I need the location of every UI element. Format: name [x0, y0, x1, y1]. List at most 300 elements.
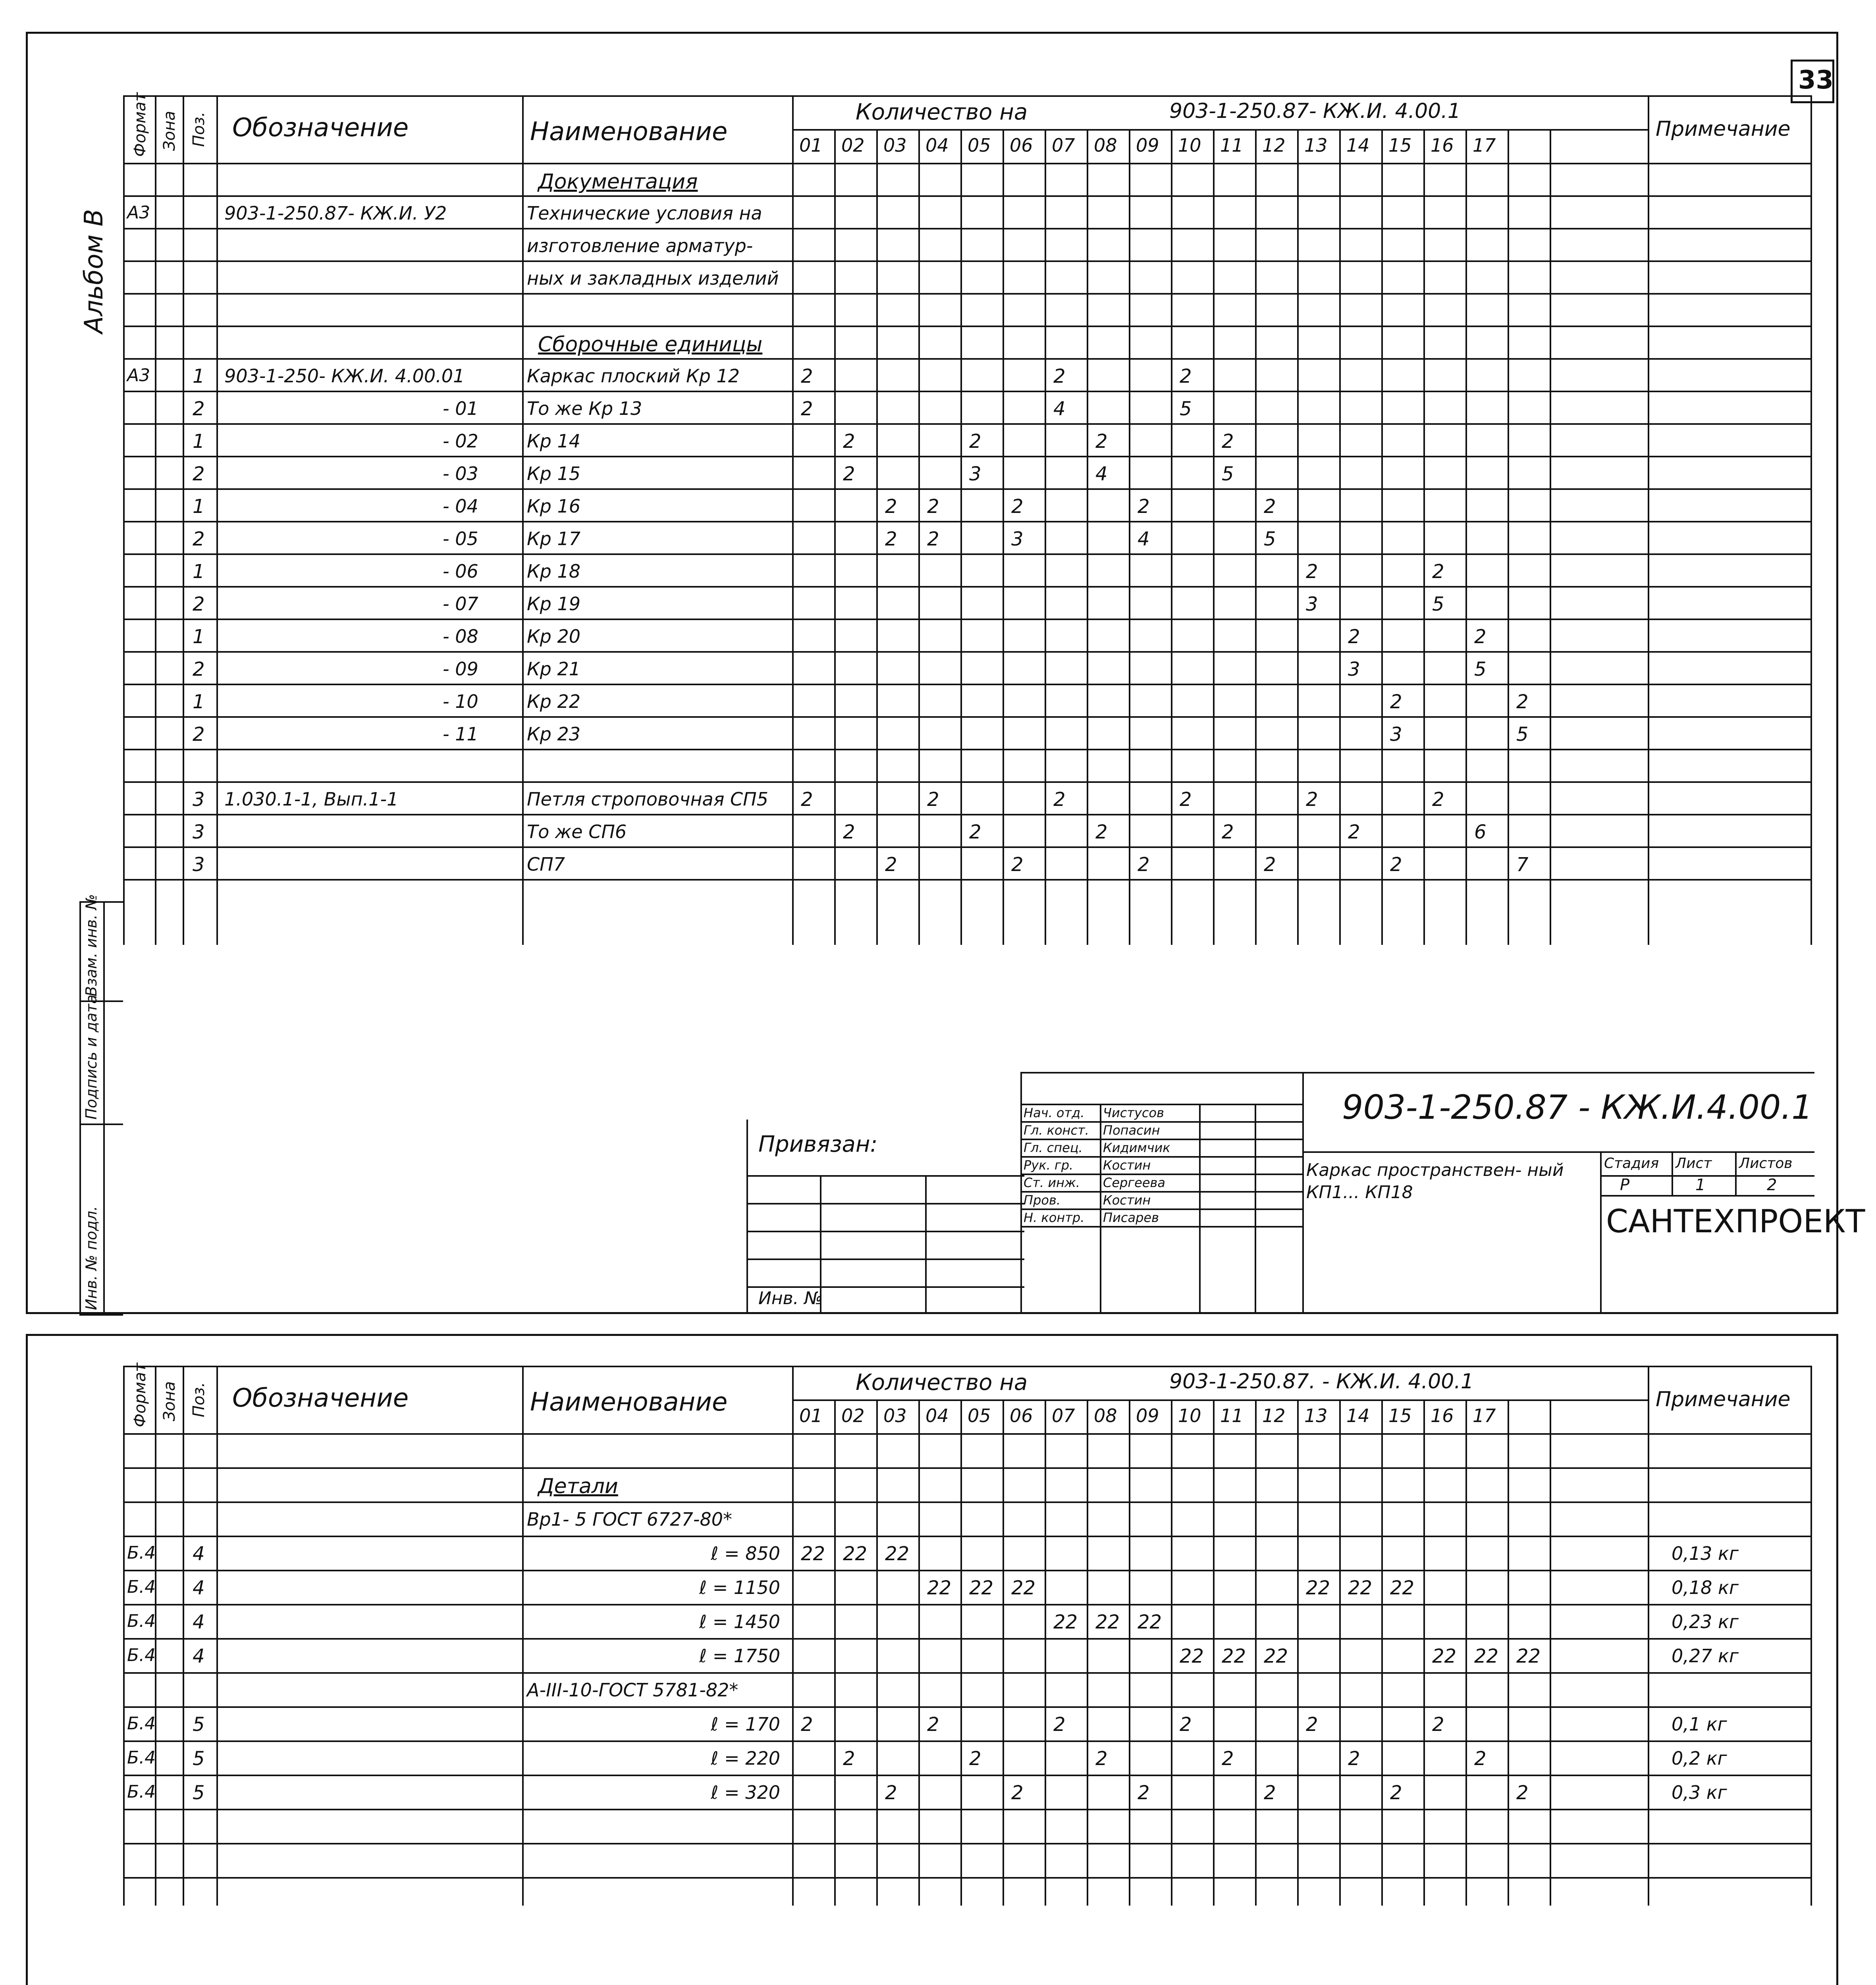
row-format: Б.4 [127, 1748, 156, 1768]
qty-cell: 22 [969, 1577, 994, 1599]
qty-column-line [834, 129, 836, 945]
side-line [79, 1124, 123, 1125]
stage-value: Р [1620, 1176, 1630, 1194]
row-line [123, 260, 1810, 262]
qty-cell: 2 [1474, 626, 1487, 648]
qty-cell: 3 [1390, 723, 1402, 746]
qty-cell: 2 [1432, 561, 1444, 583]
qty-cell: 2 [1011, 495, 1024, 518]
row-line [123, 1638, 1810, 1640]
qty-cell: 2 [969, 821, 981, 843]
qty-column-line [1297, 1399, 1299, 1906]
qty-col-02: 02 [841, 135, 865, 156]
qty-cell: 2 [1264, 1782, 1276, 1804]
row-pos: 3 [193, 854, 205, 876]
qty-cell: 22 [1138, 1611, 1162, 1633]
qty-cell: 2 [1138, 854, 1150, 876]
header-pos: Поз. [190, 1382, 208, 1417]
header-qty-doc: 903-1-250.87. - КЖ.И. 4.00.1 [1169, 1370, 1474, 1393]
row-pos: 1 [193, 626, 205, 648]
qty-cell: 5 [1180, 398, 1192, 420]
bound-line [746, 1203, 1024, 1204]
row-note: 0,2 кг [1672, 1748, 1727, 1769]
column-line [183, 1366, 184, 1906]
row-name: То же СП6 [527, 821, 627, 842]
row-line [123, 586, 1810, 588]
qty-col-11: 11 [1220, 135, 1244, 156]
qty-cell: 2 [1474, 1748, 1487, 1770]
qty-cell: 5 [1516, 723, 1529, 746]
side-line [79, 901, 81, 1314]
row-name: Кр 15 [527, 463, 581, 484]
row-line [123, 716, 1810, 718]
album-label: Альбом В [79, 209, 109, 333]
row-line [123, 1877, 1810, 1879]
row-line [123, 195, 1810, 197]
tb-line [1302, 1151, 1814, 1153]
column-line [123, 95, 125, 945]
side-stamp-label: Подпись и дата [83, 994, 100, 1120]
qty-cell: 2 [1516, 691, 1529, 713]
row-format: Б.4 [127, 1611, 156, 1631]
qty-cell: 2 [885, 495, 897, 518]
role-label: Ст. инж. [1024, 1175, 1080, 1190]
column-line [792, 95, 794, 945]
row-line [123, 749, 1810, 750]
row-pos: 2 [193, 463, 205, 485]
row-designation: - 08 [443, 626, 478, 647]
row-pos: 1 [193, 430, 205, 453]
column-line [216, 1366, 218, 1906]
column-line [216, 95, 218, 945]
row-format: Б.4 [127, 1713, 156, 1734]
qty-cell: 22 [1390, 1577, 1415, 1599]
tb-line [1020, 1226, 1302, 1228]
role-label: Пров. [1024, 1193, 1060, 1208]
qty-column-line [1465, 1399, 1467, 1906]
row-designation: - 01 [443, 398, 478, 419]
qty-cell: 22 [1095, 1611, 1120, 1633]
sheet-label: Лист [1675, 1155, 1712, 1172]
qty-cell: 2 [1264, 854, 1276, 876]
qty-cell: 22 [1180, 1645, 1204, 1667]
row-format: А3 [127, 202, 150, 223]
qty-col-09: 09 [1136, 135, 1159, 156]
row-line [123, 423, 1810, 425]
side-stamp-label: Взам. инв. № [83, 894, 100, 996]
header-mid-line [792, 129, 1648, 131]
qty-cell: 2 [1390, 854, 1402, 876]
role-label: Н. контр. [1024, 1210, 1085, 1225]
qty-cell: 2 [843, 821, 855, 843]
qty-column-line [1508, 129, 1509, 945]
qty-cell: 2 [843, 1748, 855, 1770]
qty-cell: 22 [927, 1577, 952, 1599]
row-name: Кр 18 [527, 561, 581, 582]
qty-col-11: 11 [1220, 1405, 1244, 1426]
qty-cell: 2 [1264, 495, 1276, 518]
qty-col-05: 05 [968, 1405, 991, 1426]
row-pos: 4 [193, 1577, 205, 1599]
header-note: Примечание [1656, 1388, 1791, 1411]
bound-line [746, 1258, 1024, 1260]
qty-col-17: 17 [1473, 135, 1496, 156]
title-block-doc-code: 903-1-250.87 - КЖ.И.4.00.1 [1342, 1088, 1813, 1127]
qty-cell: 5 [1474, 658, 1487, 680]
qty-cell: 5 [1432, 593, 1444, 615]
column-line [155, 1366, 156, 1906]
row-name: изготовление арматур- [527, 235, 753, 256]
row-pos: 3 [193, 821, 205, 843]
qty-cell: 22 [1474, 1645, 1499, 1667]
row-pos: 5 [193, 1782, 205, 1804]
row-name: Кр 14 [527, 430, 581, 452]
qty-column-line [1087, 129, 1088, 945]
qty-cell: 2 [927, 1713, 939, 1736]
qty-column-line [1423, 129, 1425, 945]
row-name: Кр 22 [527, 691, 581, 712]
qty-cell: 22 [1222, 1645, 1246, 1667]
qty-cell: 2 [1095, 821, 1108, 843]
qty-col-09: 09 [1136, 1405, 1159, 1426]
row-designation: - 03 [443, 463, 478, 484]
qty-cell: 22 [1432, 1645, 1457, 1667]
tb-line [1672, 1151, 1673, 1195]
row-format: А3 [127, 365, 150, 385]
sheet-value: 1 [1695, 1176, 1706, 1194]
role-name: Попасин [1103, 1123, 1160, 1138]
qty-cell: 2 [1180, 365, 1192, 387]
inv-label: Инв. № [758, 1288, 823, 1309]
qty-column-line [1129, 129, 1130, 945]
qty-cell: 2 [1095, 1748, 1108, 1770]
row-line [123, 488, 1810, 490]
org-name: САНТЕХПРОЕКТ [1606, 1203, 1865, 1240]
role-name: Сергеева [1103, 1175, 1165, 1190]
header-qty-doc: 903-1-250.87- КЖ.И. 4.00.1 [1169, 99, 1461, 123]
column-line [1648, 1366, 1649, 1906]
qty-cell: 6 [1474, 821, 1487, 843]
qty-cell: 2 [801, 398, 813, 420]
row-pos: 2 [193, 528, 205, 550]
qty-cell: 3 [1011, 528, 1024, 550]
row-name: То же Кр 13 [527, 398, 642, 419]
column-line [1810, 1366, 1812, 1906]
row-line [123, 293, 1810, 295]
row-line [123, 1467, 1810, 1469]
role-name: Костин [1103, 1158, 1151, 1173]
qty-column-line [834, 1399, 836, 1906]
tb-line [1020, 1072, 1814, 1073]
role-name: Писарев [1103, 1210, 1159, 1225]
role-label: Рук. гр. [1024, 1158, 1074, 1173]
qty-cell: 2 [1432, 788, 1444, 811]
qty-col-13: 13 [1304, 1405, 1328, 1426]
qty-column-line [1550, 129, 1551, 945]
qty-col-06: 06 [1010, 1405, 1033, 1426]
qty-column-line [1087, 1399, 1088, 1906]
row-name: Кр 21 [527, 658, 581, 680]
side-line [79, 1314, 123, 1316]
role-name: Костин [1103, 1193, 1151, 1208]
header-format: Формат [131, 92, 149, 157]
column-line [1810, 95, 1812, 945]
row-pos: 1 [193, 365, 205, 387]
qty-col-08: 08 [1094, 1405, 1117, 1426]
row-pos: 5 [193, 1748, 205, 1770]
row-name: Документация [538, 170, 698, 194]
qty-col-15: 15 [1388, 1405, 1412, 1426]
qty-col-16: 16 [1431, 1405, 1454, 1426]
qty-column-line [960, 1399, 962, 1906]
qty-cell: 2 [801, 1713, 813, 1736]
qty-column-line [918, 129, 920, 945]
role-label: Гл. спец. [1024, 1140, 1083, 1155]
row-name: Кр 23 [527, 723, 581, 745]
row-line [123, 553, 1810, 555]
qty-cell: 2 [969, 1748, 981, 1770]
row-line [123, 358, 1810, 360]
header-note: Примечание [1656, 117, 1791, 141]
qty-cell: 22 [1011, 1577, 1036, 1599]
tb-line [1020, 1191, 1302, 1193]
row-name: ных и закладных изделий [527, 268, 779, 289]
row-designation: - 05 [443, 528, 478, 549]
qty-cell: 2 [843, 430, 855, 453]
qty-col-13: 13 [1304, 135, 1328, 156]
row-name: Кр 19 [527, 593, 581, 615]
qty-cell: 2 [885, 528, 897, 550]
row-designation: - 02 [443, 430, 478, 452]
tb-line [1600, 1175, 1814, 1177]
row-name: Каркас плоский Кр 12 [527, 365, 740, 387]
qty-col-04: 04 [925, 135, 949, 156]
qty-cell: 3 [1348, 658, 1360, 680]
header-bottom-line [123, 163, 1810, 164]
qty-col-05: 05 [968, 135, 991, 156]
tb-line [1600, 1195, 1814, 1197]
row-format: Б.4 [127, 1543, 156, 1563]
row-note: 0,1 кг [1672, 1713, 1727, 1735]
qty-cell: 2 [885, 1782, 897, 1804]
row-line [123, 521, 1810, 522]
header-pos: Поз. [190, 112, 208, 147]
row-note: 0,13 кг [1672, 1543, 1739, 1564]
row-note: 0,3 кг [1672, 1782, 1727, 1803]
qty-cell: 4 [1095, 463, 1108, 485]
row-pos: 1 [193, 691, 205, 713]
row-line [123, 1672, 1810, 1674]
qty-col-01: 01 [799, 1405, 823, 1426]
row-pos: 1 [193, 561, 205, 583]
qty-column-line [1255, 129, 1257, 945]
qty-column-line [1213, 129, 1215, 945]
row-line [123, 879, 1810, 881]
row-pos: 2 [193, 398, 205, 420]
row-line [123, 1809, 1810, 1810]
row-pos: 1 [193, 495, 205, 518]
qty-cell: 22 [1516, 1645, 1541, 1667]
column-line [522, 1366, 524, 1906]
qty-cell: 2 [1390, 691, 1402, 713]
qty-cell: 22 [1053, 1611, 1078, 1633]
qty-cell: 22 [801, 1543, 825, 1565]
qty-col-08: 08 [1094, 135, 1117, 156]
qty-column-line [1508, 1399, 1509, 1906]
row-line [123, 619, 1810, 620]
qty-cell: 2 [801, 365, 813, 387]
qty-cell: 2 [1516, 1782, 1529, 1804]
header-top-line [123, 95, 1810, 97]
qty-column-line [1171, 129, 1172, 945]
qty-cell: 2 [1053, 1713, 1066, 1736]
row-name: ℓ = 850 [711, 1543, 780, 1564]
qty-cell: 2 [1348, 1748, 1360, 1770]
qty-cell: 5 [1264, 528, 1276, 550]
row-note: 0,27 кг [1672, 1645, 1739, 1667]
qty-column-line [876, 1399, 878, 1906]
qty-col-10: 10 [1178, 135, 1201, 156]
qty-cell: 2 [1180, 1713, 1192, 1736]
qty-cell: 2 [1222, 1748, 1234, 1770]
row-designation: 903-1-250- КЖ.И. 4.00.01 [224, 365, 465, 387]
qty-cell: 2 [969, 430, 981, 453]
qty-cell: 22 [885, 1543, 910, 1565]
header-bottom-line [123, 1433, 1810, 1435]
qty-cell: 2 [1222, 821, 1234, 843]
bound-line [746, 1286, 1024, 1288]
qty-cell: 2 [1306, 788, 1318, 811]
qty-cell: 2 [1053, 788, 1066, 811]
qty-cell: 22 [1264, 1645, 1288, 1667]
qty-cell: 2 [1390, 1782, 1402, 1804]
qty-cell: 2 [1053, 365, 1066, 387]
row-name: Сборочные единицы [538, 333, 763, 357]
stage-label: Стадия [1604, 1155, 1659, 1172]
column-line [522, 95, 524, 945]
header-mid-line [792, 1399, 1648, 1401]
row-line [123, 814, 1810, 815]
row-format: Б.4 [127, 1645, 156, 1665]
qty-column-line [1045, 1399, 1046, 1906]
row-line [123, 1604, 1810, 1605]
row-pos: 4 [193, 1543, 205, 1565]
qty-cell: 3 [1306, 593, 1318, 615]
qty-column-line [1003, 1399, 1004, 1906]
qty-col-03: 03 [883, 135, 907, 156]
side-line [103, 901, 105, 1314]
column-line [155, 95, 156, 945]
qty-cell: 5 [1222, 463, 1234, 485]
qty-column-line [1381, 129, 1383, 945]
header-qty: Количество на [856, 1370, 1028, 1395]
qty-column-line [1255, 1399, 1257, 1906]
row-designation: 1.030.1-1, Вып.1-1 [224, 788, 399, 810]
qty-cell: 2 [1138, 1782, 1150, 1804]
row-designation: - 04 [443, 495, 478, 517]
qty-cell: 2 [927, 528, 939, 550]
qty-cell: 22 [1348, 1577, 1373, 1599]
qty-col-17: 17 [1473, 1405, 1496, 1426]
row-line [123, 228, 1810, 229]
qty-col-15: 15 [1388, 135, 1412, 156]
bound-line [746, 1231, 1024, 1232]
qty-cell: 2 [1348, 626, 1360, 648]
qty-col-01: 01 [799, 135, 823, 156]
qty-cell: 2 [1306, 1713, 1318, 1736]
column-line [123, 1366, 125, 1906]
row-line [123, 391, 1810, 392]
row-note: 0,18 кг [1672, 1577, 1739, 1598]
row-pos: 3 [193, 788, 205, 811]
row-line [123, 781, 1810, 783]
qty-cell: 2 [927, 788, 939, 811]
qty-col-03: 03 [883, 1405, 907, 1426]
row-line [123, 651, 1810, 653]
qty-column-line [1297, 129, 1299, 945]
qty-cell: 2 [885, 854, 897, 876]
qty-column-line [1003, 129, 1004, 945]
row-pos: 2 [193, 593, 205, 615]
row-line [123, 1843, 1810, 1844]
row-format: Б.4 [127, 1782, 156, 1802]
row-line [123, 1536, 1810, 1537]
qty-cell: 2 [1011, 1782, 1024, 1804]
qty-cell: 7 [1516, 854, 1529, 876]
row-line [123, 1501, 1810, 1503]
role-name: Чистусов [1103, 1105, 1164, 1120]
row-designation: - 10 [443, 691, 478, 712]
row-name: СП7 [527, 854, 565, 875]
row-format: Б.4 [127, 1577, 156, 1597]
row-line [123, 326, 1810, 327]
qty-column-line [918, 1399, 920, 1906]
side-stamp-label: Инв. № подл. [83, 1206, 100, 1310]
bound-line [746, 1175, 1024, 1177]
sheet-2 [26, 1334, 1838, 1985]
header-qty: Количество на [856, 99, 1028, 125]
qty-cell: 2 [843, 463, 855, 485]
row-line [123, 846, 1810, 848]
row-name: Кр 17 [527, 528, 581, 549]
row-line [123, 1570, 1810, 1571]
row-name: ℓ = 1750 [699, 1645, 780, 1667]
qty-column-line [876, 129, 878, 945]
row-pos: 4 [193, 1611, 205, 1633]
row-designation: - 09 [443, 658, 478, 680]
title-block-title: Каркас пространствен- ный КП1... КП18 [1306, 1160, 1564, 1203]
row-line [123, 684, 1810, 685]
qty-column-line [1550, 1399, 1551, 1906]
qty-column-line [1171, 1399, 1172, 1906]
qty-cell: 22 [843, 1543, 868, 1565]
header-top-line [123, 1366, 1810, 1367]
row-name: Петля строповочная СП5 [527, 788, 768, 810]
row-designation: - 06 [443, 561, 478, 582]
qty-cell: 4 [1138, 528, 1150, 550]
qty-cell: 2 [1180, 788, 1192, 811]
tb-line [1735, 1151, 1737, 1195]
header-format: Формат [131, 1363, 149, 1427]
qty-col-02: 02 [841, 1405, 865, 1426]
header-designation: Обозначение [232, 1384, 409, 1413]
qty-col-12: 12 [1262, 1405, 1286, 1426]
row-name: Кр 20 [527, 626, 581, 647]
qty-column-line [1465, 129, 1467, 945]
qty-cell: 2 [1222, 430, 1234, 453]
qty-cell: 2 [1348, 821, 1360, 843]
header-zone: Зона [160, 111, 179, 151]
